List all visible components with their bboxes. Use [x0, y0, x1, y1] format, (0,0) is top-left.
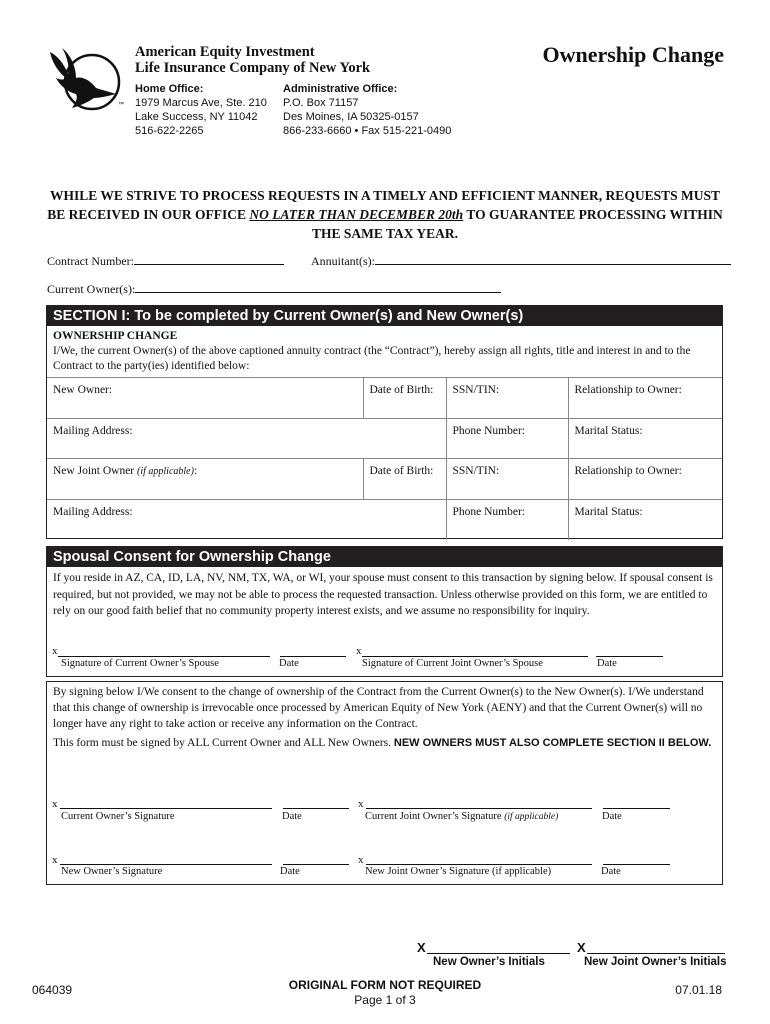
- new-joint-owner-label: New Joint Owner: [53, 465, 135, 477]
- new-owner-sig-x: x: [52, 854, 58, 866]
- annuitants-field[interactable]: [311, 253, 731, 269]
- section-1-title: SECTION I: To be completed by Current Owner(s) and New Owner(s): [47, 306, 722, 326]
- joint-phone-cell[interactable]: [446, 499, 568, 540]
- if-applicable-note: (if applicable): [137, 466, 194, 477]
- new-owner-initials-x: X: [417, 940, 426, 955]
- form-number: 064039: [32, 983, 73, 997]
- marital-status-label: Marital Status:: [574, 424, 643, 437]
- relationship-label: Relationship to Owner:: [574, 384, 682, 396]
- new-owner-date-caption: Date: [280, 866, 300, 877]
- company-name: [135, 44, 370, 76]
- eagle-icon: [44, 44, 124, 114]
- contract-number-label: Contract Number:: [47, 254, 134, 268]
- admin-office-address: [283, 82, 451, 138]
- new-joint-owner-initials-x: X: [577, 940, 586, 955]
- admin-office-phone: 866-233-6660 • Fax 515-221-0490: [283, 125, 452, 137]
- joint-spouse-date-caption: Date: [597, 658, 617, 669]
- ownership-change-intro: I/We, the current Owner(s) of the above captioned annuity contract (the “Contract”), hereby assign all rights, title and interest in and to the Contract to the party(ies) identified below:: [53, 345, 691, 372]
- mailing-address-label: Mailing Address:: [53, 424, 133, 437]
- joint-mailing-address-label: Mailing Address:: [53, 505, 133, 518]
- svg-text:™: ™: [118, 102, 124, 108]
- current-joint-owner-sig-x: x: [358, 798, 364, 810]
- mailing-address-cell[interactable]: [47, 418, 446, 459]
- current-owner-spouse-date-line[interactable]: [280, 656, 346, 657]
- new-owner-cell[interactable]: [47, 378, 363, 419]
- marital-status-cell[interactable]: [568, 418, 722, 459]
- spousal-consent-text: If you reside in AZ, CA, ID, LA, NV, NM, TX, WA, or WI, your spouse must consent to this transaction by signing below. If spousal consent is required, but not provided, we may not be able to process the requested transaction. Unless otherwise provided on this form, we are entitled to rely on our good faith belief that no community property interest exists, and we assume no responsibility for inquiry.: [53, 572, 713, 617]
- form-title: Ownership Change: [542, 42, 724, 67]
- current-joint-owner-spouse-signature-line[interactable]: [362, 656, 588, 657]
- current-owner-spouse-signature-line[interactable]: [58, 656, 270, 657]
- spouse-date-caption: Date: [279, 658, 299, 669]
- consent-text-2-bold: NEW OWNERS MUST ALSO COMPLETE SECTION II BELOW.: [393, 737, 712, 749]
- ssn-cell[interactable]: [446, 378, 568, 419]
- notice-part1: WHILE WE STRIVE TO PROCESS REQUESTS IN A TIMELY AND EFFICIENT MANNER, REQUESTS MUST BE RECEIVED IN OUR OFFICE: [47, 188, 720, 222]
- if-applicable-note: (if applicable): [504, 812, 559, 822]
- current-owner-date-line[interactable]: [283, 808, 349, 809]
- home-office-heading: Home Office:: [135, 83, 204, 95]
- joint-mailing-address-cell[interactable]: [47, 499, 446, 540]
- joint-spouse-sig-x: x: [356, 645, 362, 657]
- current-owner-date-caption: Date: [282, 811, 302, 822]
- joint-ssn-cell[interactable]: [446, 459, 568, 500]
- current-owners-field[interactable]: [47, 281, 501, 297]
- consent-text-2: [53, 735, 716, 751]
- new-owner-label: New Owner:: [53, 384, 113, 396]
- annuitants-line[interactable]: [375, 253, 731, 265]
- home-office-line1: 1979 Marcus Ave, Ste. 210: [135, 97, 267, 109]
- phone-label: Phone Number:: [452, 424, 526, 437]
- page-number: Page 1 of 3: [354, 993, 416, 1007]
- current-joint-owner-signature-caption: [365, 811, 558, 822]
- admin-office-line1: P.O. Box 71157: [283, 97, 359, 109]
- contract-number-field[interactable]: [47, 253, 284, 269]
- company-name-line2: Life Insurance Company of New York: [135, 60, 371, 76]
- joint-phone-label: Phone Number:: [452, 505, 526, 518]
- colon: :: [193, 465, 198, 477]
- ownership-consent-section: [46, 681, 723, 885]
- company-name-line1: American Equity Investment: [135, 44, 315, 60]
- original-form-note: ORIGINAL FORM NOT REQUIRED: [288, 978, 482, 992]
- current-joint-owner-signature-line[interactable]: [366, 808, 592, 809]
- dob-label: Date of Birth:: [369, 384, 434, 396]
- admin-office-heading: Administrative Office:: [283, 83, 398, 95]
- new-joint-owner-cell[interactable]: [47, 459, 363, 500]
- new-owner-initials-caption: New Owner’s Initials: [433, 956, 545, 968]
- current-owners-label: Current Owner(s):: [47, 282, 136, 296]
- new-owner-signature-caption: New Owner’s Signature: [61, 866, 163, 877]
- current-joint-owner-spouse-date-line[interactable]: [596, 656, 663, 657]
- new-joint-owner-signature-caption: New Joint Owner’s Signature (if applicable): [365, 866, 552, 877]
- current-joint-owner-date-caption: Date: [602, 811, 622, 822]
- joint-relationship-cell[interactable]: [568, 459, 722, 500]
- relationship-cell[interactable]: [568, 378, 722, 419]
- spousal-consent-title: Spousal Consent for Ownership Change: [47, 547, 722, 567]
- section-1: [46, 305, 723, 539]
- new-owner-signature-line[interactable]: [60, 864, 272, 865]
- home-office-address: [135, 82, 267, 138]
- joint-marital-status-label: Marital Status:: [574, 505, 643, 518]
- current-joint-owner-date-line[interactable]: [603, 808, 670, 809]
- home-office-line2: Lake Success, NY 11042: [135, 111, 258, 123]
- table-row: [47, 418, 722, 459]
- joint-marital-status-cell[interactable]: [568, 499, 722, 540]
- table-row: [47, 499, 722, 540]
- consent-text-2-plain: This form must be signed by ALL Current Owner and ALL New Owners.: [53, 737, 394, 749]
- spouse-sig-x: x: [52, 645, 58, 657]
- table-row: [47, 459, 722, 500]
- new-joint-owner-initials-line[interactable]: [587, 953, 725, 954]
- phone-cell[interactable]: [446, 418, 568, 459]
- ssn-label: SSN/TIN:: [452, 384, 500, 396]
- notice-part2: TO GUARANTEE PROCESSING WITHIN THE SAME TAX YEAR.: [311, 207, 723, 241]
- current-owners-line[interactable]: [135, 281, 501, 293]
- new-joint-owner-date-caption: Date: [601, 866, 621, 877]
- ownership-change-heading: OWNERSHIP CHANGE: [53, 330, 178, 342]
- current-owner-spouse-signature-caption: Signature of Current Owner’s Spouse: [61, 658, 219, 669]
- new-owner-initials-line[interactable]: [427, 953, 570, 954]
- joint-dob-cell[interactable]: [363, 459, 446, 500]
- current-owner-signature-line[interactable]: [60, 808, 272, 809]
- new-owner-table: [47, 377, 722, 540]
- current-joint-owner-spouse-signature-caption: Signature of Current Joint Owner’s Spouse: [362, 658, 543, 669]
- current-owner-sig-x: x: [52, 798, 58, 810]
- dob-cell[interactable]: [363, 378, 446, 419]
- new-joint-owner-signature-line[interactable]: [366, 864, 592, 865]
- joint-dob-label: Date of Birth:: [369, 465, 434, 477]
- new-owner-date-line[interactable]: [283, 864, 349, 865]
- admin-office-line2: Des Moines, IA 50325-0157: [283, 111, 419, 123]
- form-version: 07.01.18: [675, 983, 722, 997]
- joint-relationship-label: Relationship to Owner:: [574, 465, 682, 477]
- eagle-logo: [44, 44, 124, 114]
- contract-number-line[interactable]: [134, 253, 284, 265]
- notice-emphasis: NO LATER THAN DECEMBER 20th: [249, 207, 464, 222]
- joint-ssn-label: SSN/TIN:: [452, 465, 500, 477]
- home-office-phone: 516-622-2265: [135, 125, 204, 137]
- new-joint-owner-date-line[interactable]: [603, 864, 670, 865]
- consent-text-1: By signing below I/We consent to the change of ownership of the Contract from the Current Owner(s) to the New Owner(s). I/We understand that this change of ownership is irrevocable once processed by American Equity of New York (AENY) and that the Current Owner(s) will no longer have any right to take action or receive any information on the Contract.: [53, 686, 704, 730]
- new-joint-owner-sig-x: x: [358, 854, 364, 866]
- annuitants-label: Annuitant(s):: [311, 254, 375, 268]
- current-owner-signature-caption: Current Owner’s Signature: [61, 811, 175, 822]
- table-row: [47, 378, 722, 419]
- current-joint-owner-signature-caption-text: Current Joint Owner’s Signature: [365, 811, 502, 822]
- new-joint-owner-initials-caption: New Joint Owner’s Initials: [584, 956, 727, 968]
- deadline-notice: [40, 186, 730, 243]
- section-1-intro-block: [47, 326, 722, 377]
